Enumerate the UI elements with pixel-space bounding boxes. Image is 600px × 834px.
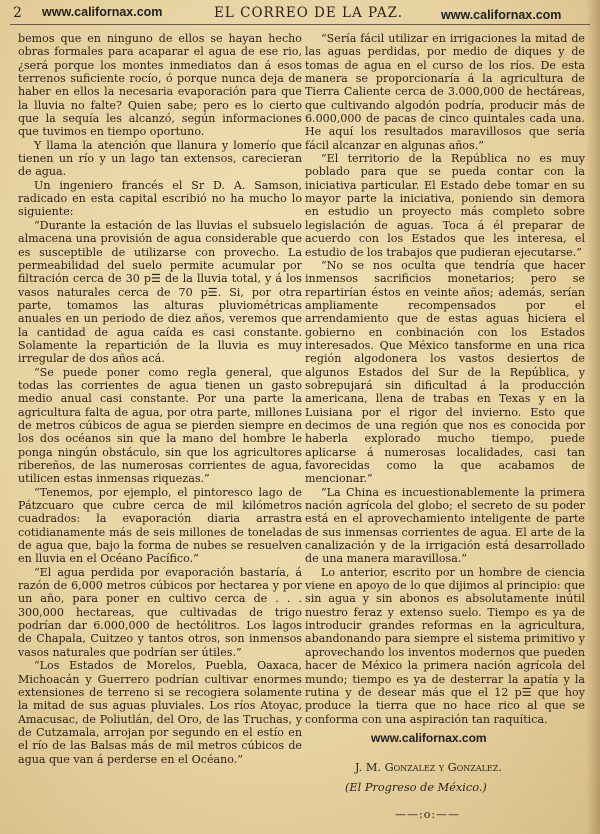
left-column (18, 32, 302, 766)
paragraph: Y llama la atención que llanura y lomerío que tienen un río y un lago tan extensos, carecieran de agua. (18, 138, 302, 179)
paragraph: Un ingeniero francés el Sr D. A. Samson, radicado en esta capital escribió no ha mucho lo siguiente: (18, 178, 302, 219)
paragraph: “No se nos oculta que tendría que hacer inmensos sacrificios monetarios; pero se repartirían éstos en veinte años; además, serían ampliamente recompensados por el arrendamiento que de estas aguas hiciera el gobierno en conbinación con los Estados interesados. Que México tansforme en una rica región algodonera los vastos desiertos de algunos Estados del Sur de la República, y sobrepujará sin dificultad á la producción americana, llena de trabas en Texas y en la Luisiana por el rigor del invierno. Esto que decimos de una región que nos es conocida por haberla explorado mucho tiempo, puede aplicarse á numerosas localidades, casi tan favorecidas como la que acabamos de mencionar.” (305, 258, 585, 486)
paragraph: bemos que en ninguno de ellos se hayan hecho obras formales para acaparar el agua de ese rio, ¿será porque los montes inmediatos dan á esos terrenos suficiente rocío, ó porque nunca deja de haber en ellos la necesaria evaporación para que la lluvia no falte? Quien sabe; pero es lo cierto que la sequía les alcanzó, según informaciones que tuvimos en tiempo oportuno. (18, 32, 302, 139)
author-signature: J. M. Gonzalez y Gonzalez. (355, 761, 502, 775)
paragraph: Lo anterior, escrito por un hombre de ciencia viene en apoyo de lo que dijimos al principio: que sin agua y sin abonos es absolutamente inútil nuestro feraz y extenso suelo. Tiempo es ya de introducir grandes reformas en la agricultura, abandonando para siempre el sistema primitivo y aprovechando los inventos modernos que pueden hacer de México la primera nación agrícola del mundo; tiempo es ya de desterrar la apatía y la rutina y de desear más que el 12 p☰ que hoy produce la tierra que no hace rico al que se conforma con una aspiración tan raquítica. (305, 565, 585, 726)
source-credit: (El Progreso de México.) (345, 780, 487, 794)
page-header (0, 0, 600, 26)
paragraph: “Los Estados de Morelos, Puebla, Oaxaca, Michoacán y Guerrero podrían cultivar enormes extensiones de terreno si se recogiera solamente la mitad de sus aguas pluviales. Los ríos Atoyac, Amacusac, de Poliutlán, del Oro, de las Truchas, y de Cutzamala, arrojan por segundo en el estío en el río de las Balsas más de mil metros cúbicos de agua que van á perderse en el Océano.” (18, 659, 302, 766)
paragraph: “Tenemos, por ejemplo, el pintoresco lago de Pátzcuaro que cubre cerca de mil kilómetros cuadrados: la evaporación diaria arrastra cotidianamente más de seis millones de toneladas de agua que, bajo la forma de nubes se resuelven en lluvia en el Océano Pacífico.” (18, 485, 302, 566)
paragraph: “El agua perdida por evaporación bastaría, á razón de 6,000 metros cúbicos por hectarea y por un año, para poner en cultivo cerca de . . . 300,000 hectareas, que cultivadas de trigo podrían dar 6.000,000 de hectólitros. Los lagos de Chapala, Cuitzeo y tantos otros, son inmensos vasos naturales que podrían ser útiles.” (18, 565, 302, 659)
page-edge-shadow (586, 0, 600, 834)
paragraph: “Se puede poner como regla general, que todas las corrientes de agua tienen un gasto medio anual casi constante. Por una parte la agricultura falta de agua, por otra parte, millones de metros cúbicos de agua se pierden siempre en los dos océanos sin que la mano del hombre le ponga ningún obstáculo, sin que los agricultores ribereños, de las numerosas corrientes de agua, utilicen estas inmensas riquezas.” (18, 365, 302, 486)
paragraph: “Durante la estación de las lluvias el subsuelo almacena una provisión de agua considerable que es susceptible de utilizarse con provecho. La permeabilidad del suelo permite acumular por filtración cerca de 30 p☰ de la lluvia total, y á los vasos naturales cerca de 70 p☰. Si, por otra parte, tomamos las alturas pluviométricas anuales en un periodo de diez años, veremos que la cantidad de agua caída es casi constante. Solamente la repartición de la lluvia es muy irregular de dos años acá. (18, 218, 302, 366)
header-rule (10, 24, 590, 25)
page-number: 2 (13, 5, 22, 21)
end-ornament: ——:o:—— (395, 807, 461, 821)
watermark-url-inline: www.californax.com (371, 730, 487, 745)
paragraph: “La China es incuestionablemente la primera nación agrícola del globo; el secreto de su poder está en el aprovechamiento inteligente de parte de sus inmensas corrientes de agua. El arte de la canalización y de la irrigación está desarrollado de una manera maravillosa.” (305, 485, 585, 566)
masthead: EL CORREO DE LA PAZ. (214, 5, 404, 21)
watermark-url-right: www.californax.com (441, 8, 562, 22)
paragraph: “Sería fácil utilizar en irrigaciones la mitad de las aguas perdidas, por medio de diques y de tomas de agua en el curso de los ríos. De esta manera se proporcionaría á la agricultura de Tierra Caliente cerca de 3.000,000 de hectáreas, que cultivando algodón podría, producir más de 6.000,000 de pacas de cinco quintales cada una. He aquí los resultados maravillosos que sería fácil alcanzar en algunas años.” (305, 32, 585, 152)
watermark-url-left: www.californax.com (42, 5, 163, 19)
right-column (305, 32, 585, 821)
paragraph: “El territorio de la República no es muy poblado para que se pueda contar con la iniciativa particular. El Estado debe tomar en su mayor parte la iniciativa, poniendo sin demora en estudio un proyecto más completo sobre legislación de aguas. Toca á él preparar de acuerdo con los Estados que les interesa, el estudio de los trabajos que pudieran ejecutarse.” (305, 152, 585, 259)
